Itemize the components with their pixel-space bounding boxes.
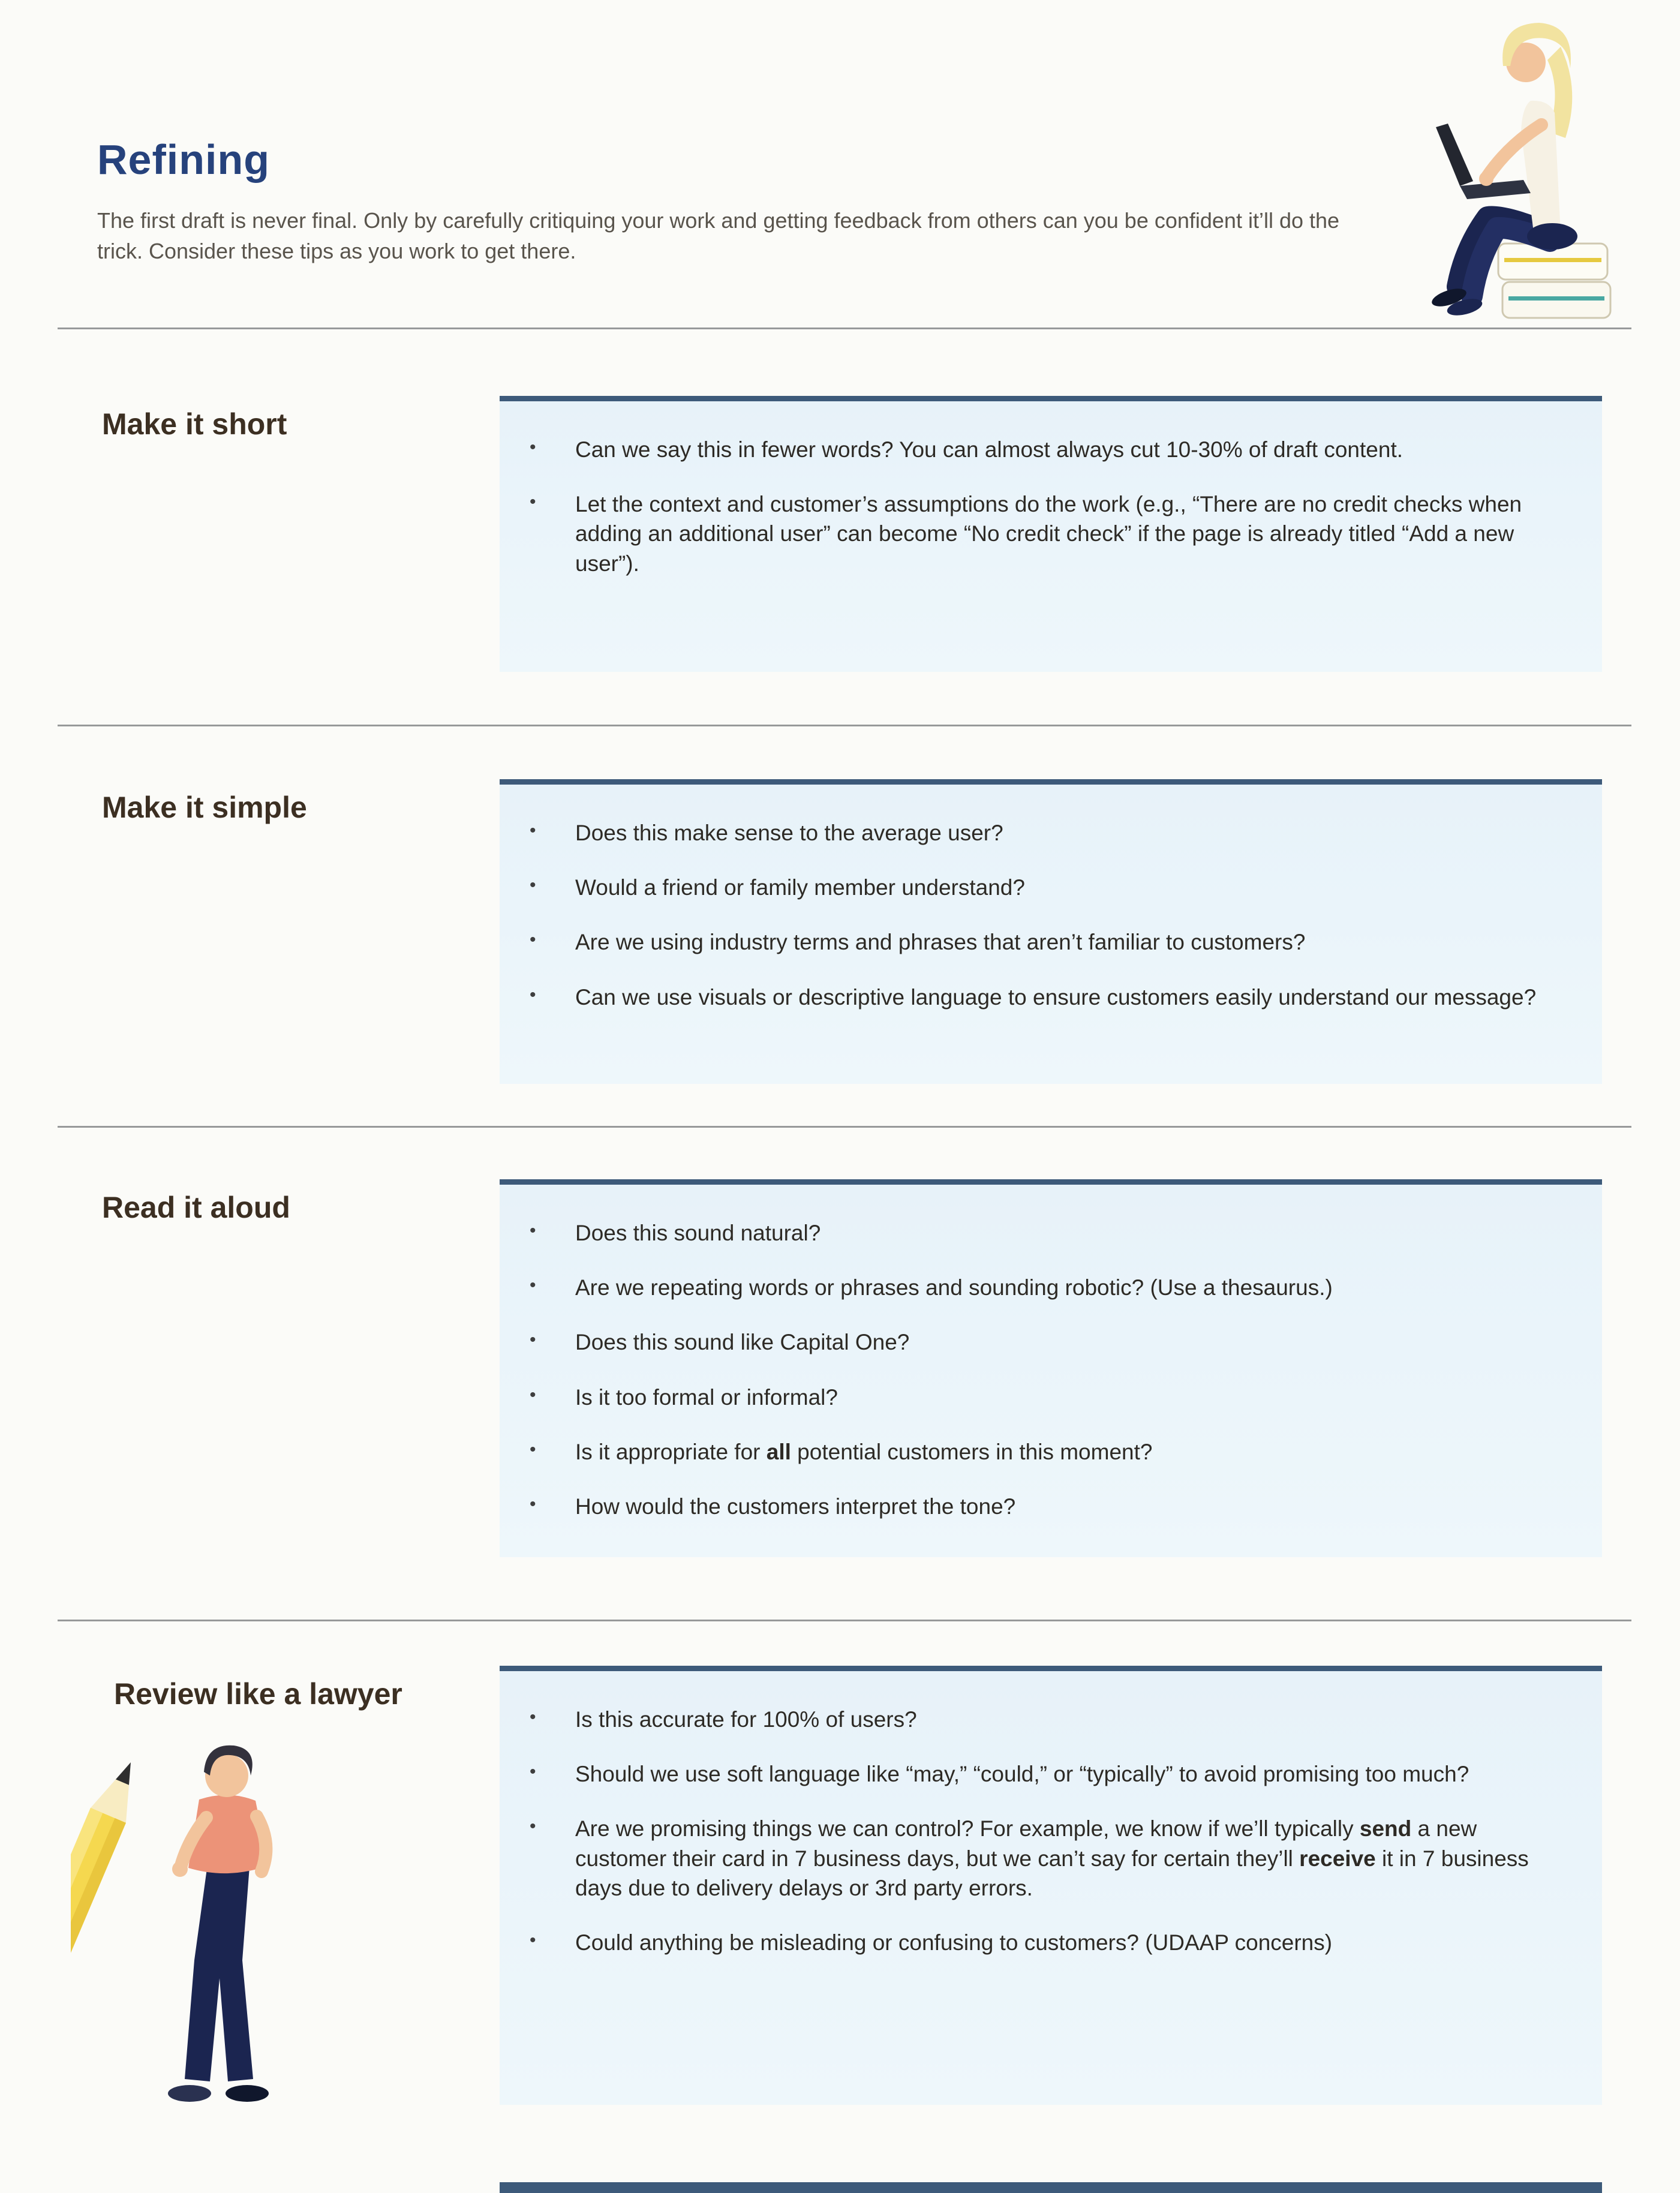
page-intro: The first draft is never final. Only by carefully critiquing your work and getting feedback from others can you be confident it’ll do the trick. Consider these tips as you work to get there. (97, 208, 1340, 264)
bullet-box (500, 396, 1602, 672)
bullet-item: • Would a friend or family member understand? (526, 873, 1555, 902)
section-heading: Review like a lawyer (114, 1677, 402, 1711)
bullet-item: • Can we say this in fewer words? You can almost always cut 10-30% of draft content. (526, 435, 1555, 464)
bullet-item: • Can we use visuals or descriptive language to ensure customers easily understand our message? (526, 983, 1555, 1012)
bullet-item: • Does this sound natural? (526, 1218, 1555, 1248)
book-stack-icon (1498, 244, 1610, 318)
bullet-item: • Are we promising things we can control? For example, we know if we’ll typically send a new customer their card in 7 business days, but we can’t say for certain they’ll receive it in 7 business days due to delivery delays or 3rd party errors. (526, 1814, 1555, 1903)
bullet-item: • Does this make sense to the average user? (526, 818, 1555, 848)
section-heading: Make it short (102, 407, 287, 441)
bullet-item: • Does this sound like Capital One? (526, 1327, 1555, 1357)
bullet-item: • Is it appropriate for all potential customers in this moment? (526, 1437, 1555, 1467)
bullet-item: • Could anything be misleading or confusing to customers? (UDAAP concerns) (526, 1928, 1555, 1957)
bullet-item: • Should we use soft language like “may,” “could,” or “typically” to avoid promising too much? (526, 1759, 1555, 1789)
bullet-item: • Are we using industry terms and phrases that aren’t familiar to customers? (526, 927, 1555, 957)
bullet-item: • How would the customers interpret the tone? (526, 1492, 1555, 1521)
section-heading: Read it aloud (102, 1191, 290, 1224)
person-with-pencil-illustration (71, 1738, 371, 2158)
divider (58, 328, 1631, 329)
bullet-box (500, 1179, 1602, 1557)
bullet-item: • Is it too formal or informal? (526, 1383, 1555, 1412)
bullet-box (500, 779, 1602, 1084)
page-title: Refining (97, 136, 270, 183)
next-section-top-border (500, 2182, 1602, 2193)
bullet-list (500, 435, 1555, 578)
pencil-icon (71, 1755, 148, 2112)
bullet-list (500, 1705, 1555, 1957)
woman-with-laptop-illustration (1398, 11, 1613, 347)
divider (58, 1126, 1631, 1128)
bullet-list (500, 1218, 1555, 1521)
divider (58, 1620, 1631, 1621)
bullet-list (500, 818, 1555, 1012)
bullet-item: • Let the context and customer’s assumptions do the work (e.g., “There are no credit checks when adding an additional user” can become “No credit check” if the page is already titled “Add a new user”). (526, 489, 1555, 578)
bullet-box (500, 1666, 1602, 2105)
divider (58, 725, 1631, 726)
bullet-item: • Are we repeating words or phrases and sounding robotic? (Use a thesaurus.) (526, 1273, 1555, 1302)
section-heading: Make it simple (102, 791, 307, 824)
bullet-item: • Is this accurate for 100% of users? (526, 1705, 1555, 1734)
